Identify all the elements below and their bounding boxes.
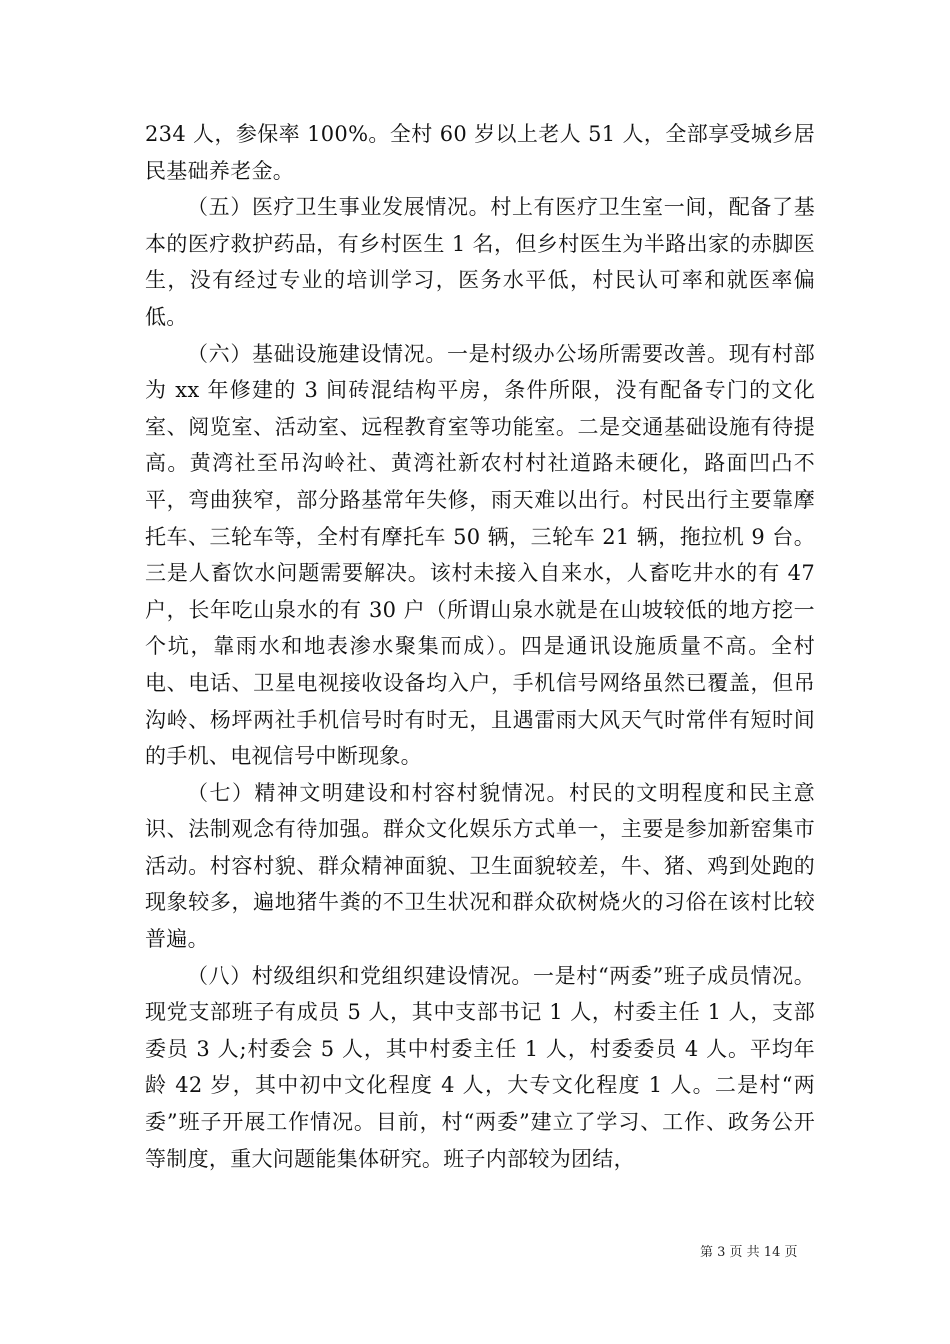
paragraph-medical: （五）医疗卫生事业发展情况。村上有医疗卫生室一间，配备了基本的医疗救护药品，有乡村医生 1 名，但乡村医生为半路出家的赤脚医生，没有经过专业的培训学习，医务水平低，村民认可率和就医率偏低。 (145, 195, 815, 329)
paragraph-civilization: （七）精神文明建设和村容村貌情况。村民的文明程度和民主意识、法制观念有待加强。群众文化娱乐方式单一，主要是参加新窑集市活动。村容村貌、群众精神面貌、卫生面貌较差，牛、猪、鸡到处跑的现象较多，遍地猪牛粪的不卫生状况和群众砍树烧火的习俗在该村比较普遍。 (145, 780, 815, 952)
paragraph-pension: 234 人，参保率 100%。全村 60 岁以上老人 51 人，全部享受城乡居民基础养老金。 (145, 122, 815, 183)
page-number: 第 3 页 共 14 页 (700, 1245, 798, 1260)
paragraph-infrastructure: （六）基础设施建设情况。一是村级办公场所需要改善。现有村部为 xx 年修建的 3 间砖混结构平房，条件所限，没有配备专门的文化室、阅览室、活动室、远程教育室等功能室。二是交通基础设施有待提高。黄湾社至吊沟岭社、黄湾社新农村村社道路未硬化，路面凹凸不平，弯曲狭窄，部分路基常年失修，雨天难以出行。村民出行主要靠摩托车、三轮车等，全村有摩托车 50 辆，三轮车 21 辆，拖拉机 9 台。三是人畜饮水问题需要解决。该村未接入自来水，人畜吃井水的有 47 户，长年吃山泉水的有 30 户（所谓山泉水就是在山坡较低的地方挖一个坑，靠雨水和地表渗水聚集而成）。四是通讯设施质量不高。全村电、电话、卫星电视接收设备均入户，手机信号网络虽然已覆盖，但吊沟岭、杨坪两社手机信号时有时无，且遇雷雨大风天气时常伴有短时间的手机、电视信号中断现象。 (145, 341, 815, 769)
paragraph-organization: （八）村级组织和党组织建设情况。一是村“两委”班子成员情况。现党支部班子有成员 5 人，其中支部书记 1 人，村委主任 1 人，支部委员 3 人;村委会 5 人，其中村委主任 1 人，村委委员 4 人。平均年龄 42 岁，其中初中文化程度 4 人，大专文化程度 1 人。二是村“两委”班子开展工作情况。目前，村“两委”建立了学习、工作、政务公开等制度，重大问题能集体研究。班子内部较为团结， (145, 963, 815, 1171)
document-body (145, 116, 815, 1177)
